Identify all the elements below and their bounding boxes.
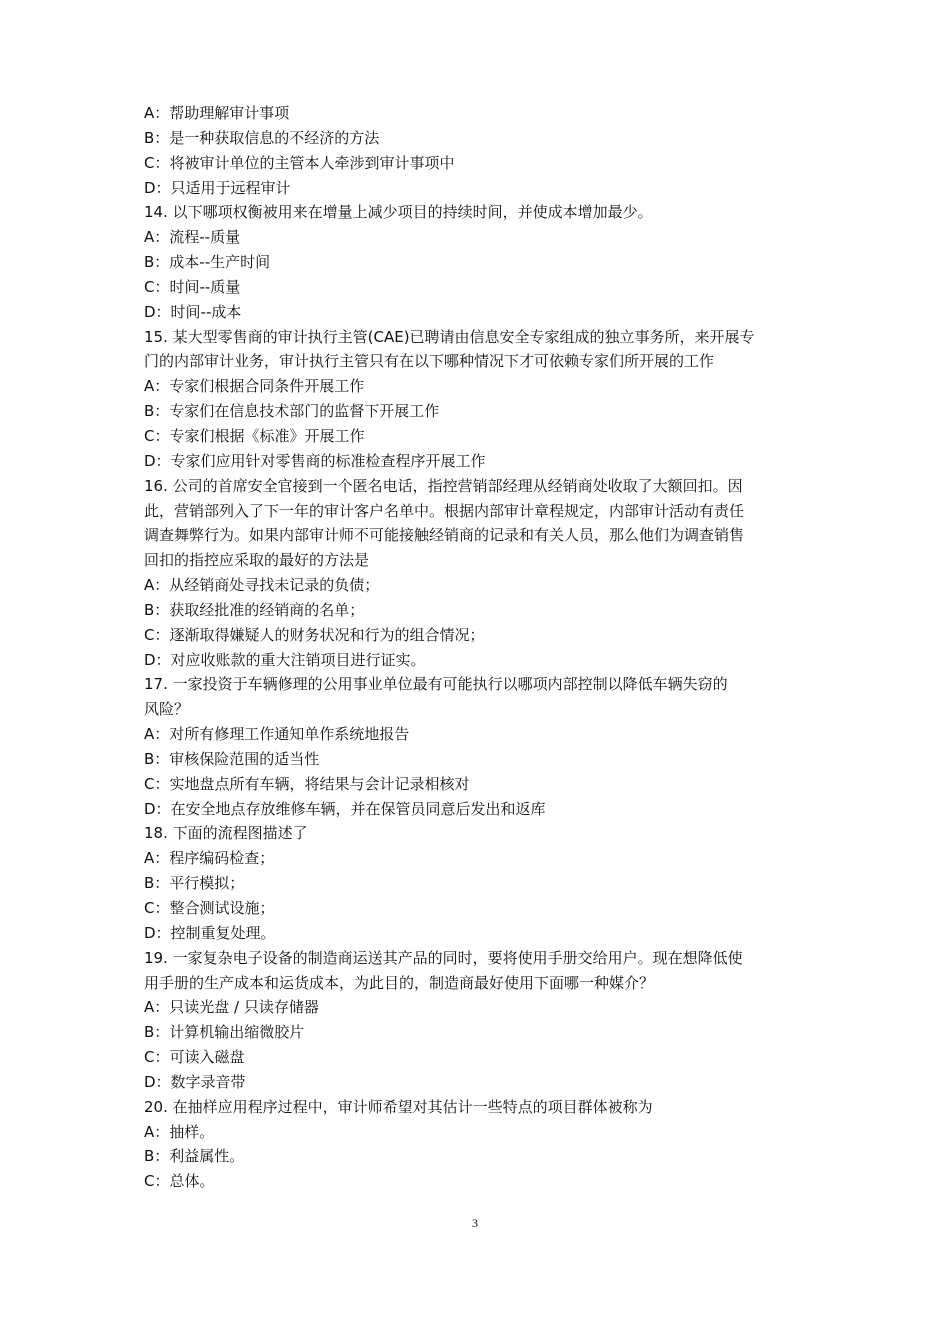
text-line: D：在安全地点存放维修车辆，并在保管员同意后发出和返库 bbox=[144, 799, 546, 818]
text-line: 回扣的指控应采取的最好的方法是 bbox=[144, 551, 370, 570]
text-line: D：数字录音带 bbox=[144, 1072, 246, 1091]
text-line: 门的内部审计业务，审计执行主管只有在以下哪种情况下才可依赖专家们所开展的工作 bbox=[144, 352, 715, 371]
text-line: 风险？ bbox=[144, 700, 190, 719]
text-line: B：是一种获取信息的不经济的方法 bbox=[144, 128, 380, 147]
text-line: D：只适用于远程审计 bbox=[144, 178, 291, 197]
text-line: C：总体。 bbox=[144, 1172, 215, 1191]
text-line: A：帮助理解审计事项 bbox=[144, 104, 290, 122]
text-line: C：专家们根据《标准》开展工作 bbox=[144, 426, 365, 445]
text-line: B：利益属性。 bbox=[144, 1147, 245, 1166]
text-line: 16. 公司的首席安全官接到一个匿名电话，指控营销部经理从经销商处收取了大额回扣。因 bbox=[144, 476, 743, 495]
text-line: D：时间--成本 bbox=[144, 302, 242, 321]
text-line: B：审核保险范围的适当性 bbox=[144, 749, 320, 768]
text-line: C：将被审计单位的主管本人牵涉到审计事项中 bbox=[144, 153, 455, 172]
text-line: A：抽样。 bbox=[144, 1122, 215, 1141]
text-line: 14. 以下哪项权衡被用来在增量上减少项目的持续时间，并使成本增加最少。 bbox=[144, 203, 653, 222]
text-line: 用手册的生产成本和运货成本，为此目的，制造商最好使用下面哪一种媒介？ bbox=[144, 973, 655, 992]
text-line: B：成本--生产时间 bbox=[144, 253, 271, 272]
text-line: 17. 一家投资于车辆修理的公用事业单位最有可能执行以哪项内部控制以降低车辆失窃的 bbox=[144, 675, 728, 694]
text-line: B：获取经批准的经销商的名单； bbox=[144, 600, 365, 619]
text-line: B：平行模拟； bbox=[144, 874, 245, 893]
text-line: A：从经销商处寻找未记录的负债； bbox=[144, 576, 380, 595]
text-line: 19. 一家复杂电子设备的制造商运送其产品的同时，要将使用手册交给用户。现在想降低使 bbox=[144, 948, 743, 967]
text-line: D：控制重复处理。 bbox=[144, 923, 276, 942]
text-line: C：时间--质量 bbox=[144, 277, 241, 296]
text-line: 20. 在抽样应用程序过程中，审计师希望对其估计一些特点的项目群体被称为 bbox=[144, 1097, 653, 1116]
text-line: 18. 下面的流程图描述了 bbox=[144, 824, 308, 843]
text-line: C：可读入磁盘 bbox=[144, 1048, 245, 1067]
text-line: A：流程--质量 bbox=[144, 228, 241, 247]
text-line: A：只读光盘 / 只读存储器 bbox=[144, 998, 319, 1017]
text-line: A：程序编码检查； bbox=[144, 849, 275, 868]
text-line: 此，营销部列入了下一年的审计客户名单中。根据内部审计章程规定，内部审计活动有责任 bbox=[144, 501, 745, 520]
text-line: A：对所有修理工作通知单作系统地报告 bbox=[144, 725, 410, 744]
text-line: C：实地盘点所有车辆，将结果与会计记录相核对 bbox=[144, 774, 470, 793]
text-line: D：对应收账款的重大注销项目进行证实。 bbox=[144, 650, 426, 669]
page-number: 3 bbox=[472, 1216, 478, 1230]
text-line: A：专家们根据合同条件开展工作 bbox=[144, 377, 365, 396]
text-line: 调查舞弊行为。如果内部审计师不可能接触经销商的记录和有关人员，那么他们为调查销售 bbox=[144, 526, 745, 545]
text-line: B：计算机输出缩微胶片 bbox=[144, 1023, 305, 1042]
text-line: C：逐渐取得嫌疑人的财务状况和行为的组合情况； bbox=[144, 625, 485, 644]
page-body bbox=[144, 101, 824, 1194]
text-line: C：整合测试设施； bbox=[144, 899, 275, 917]
text-line: 15. 某大型零售商的审计执行主管(CAE)已聘请由信息安全专家组成的独立事务所，来开展专 bbox=[144, 327, 755, 346]
text-line: B：专家们在信息技术部门的监督下开展工作 bbox=[144, 402, 440, 421]
text-line: D：专家们应用针对零售商的标准检查程序开展工作 bbox=[144, 451, 486, 470]
